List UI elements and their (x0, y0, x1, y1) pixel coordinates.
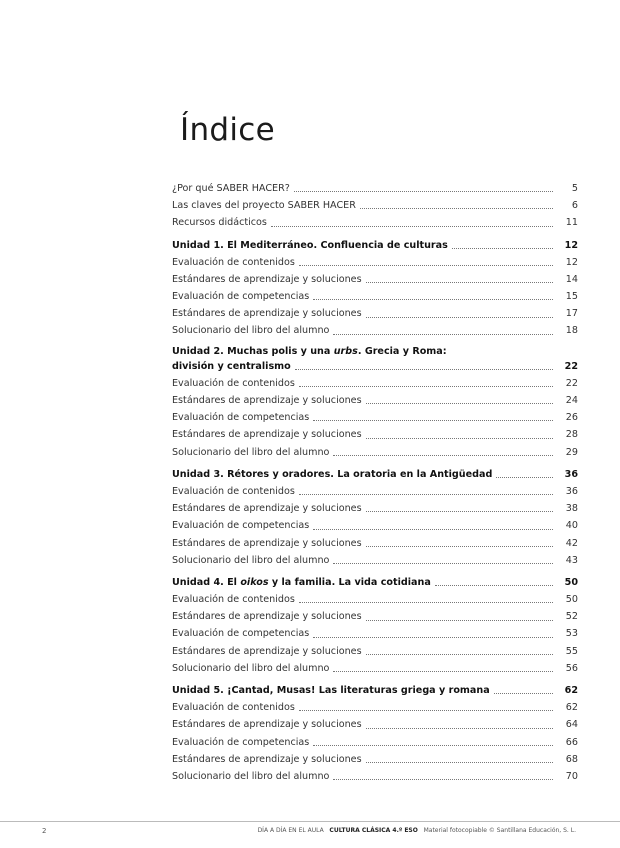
toc-entry[interactable] (172, 392, 578, 409)
toc-entry-page: 28 (565, 429, 578, 441)
toc-entry-label: Solucionario del libro del alumno (172, 325, 330, 337)
toc-entry-label: Estándares de aprendizaje y soluciones (172, 537, 362, 549)
toc-entry-page: 40 (565, 520, 578, 532)
dot-leader (271, 226, 553, 227)
dot-leader (313, 637, 553, 638)
unit-title-part: y la familia. La vida cotidiana (268, 576, 431, 588)
toc-entry-page: 55 (565, 645, 578, 657)
dot-leader (299, 710, 553, 711)
toc-entry[interactable] (172, 483, 578, 500)
unit-title-italic: oikos (240, 576, 269, 588)
footer-notice: Material fotocopiable © Santillana Educación, S. L. (423, 827, 576, 834)
toc-entry-page: 11 (565, 217, 578, 229)
dot-leader (360, 208, 553, 209)
toc-entry-page: 56 (565, 662, 578, 674)
toc-entry-label: Estándares de aprendizaje y soluciones (172, 645, 362, 657)
toc-unit-1[interactable] (172, 237, 578, 254)
dot-leader (366, 762, 553, 763)
toc-entry-label: Estándares de aprendizaje y soluciones (172, 719, 362, 731)
toc-entry-page: 66 (565, 736, 578, 748)
toc-entry-label: ¿Por qué SABER HACER? (172, 182, 290, 194)
dot-leader (299, 602, 553, 603)
dot-leader (366, 438, 553, 439)
toc-entry-label: Estándares de aprendizaje y soluciones (172, 429, 362, 441)
toc-entry-page: 22 (565, 377, 578, 389)
toc-entry-label: Evaluación de competencias (172, 736, 310, 748)
dot-leader (333, 671, 553, 672)
dot-leader (366, 403, 553, 404)
toc-entry-label: Estándares de aprendizaje y soluciones (172, 395, 362, 407)
toc-entry[interactable] (172, 288, 578, 305)
dot-leader (452, 248, 553, 249)
toc-entry[interactable] (172, 254, 578, 271)
dot-leader (496, 477, 553, 478)
toc-entry-page: 43 (565, 554, 578, 566)
toc-entry[interactable] (172, 535, 578, 552)
toc-entry[interactable] (172, 716, 578, 733)
toc-entry[interactable] (172, 500, 578, 517)
dot-leader (313, 529, 553, 530)
dot-leader (294, 191, 553, 192)
dot-leader (366, 511, 553, 512)
toc-unit-5[interactable] (172, 682, 578, 699)
toc-entry-intro-1[interactable] (172, 180, 578, 197)
toc-entry-page: 26 (565, 412, 578, 424)
toc-entry-page: 70 (565, 770, 578, 782)
dot-leader (299, 494, 553, 495)
toc-entry[interactable] (172, 444, 578, 461)
toc-entry-label: Evaluación de contenidos (172, 702, 295, 714)
toc-entry-label: Las claves del proyecto SABER HACER (172, 200, 356, 212)
unit-title-line-2 (172, 358, 578, 375)
toc-entry-label: Estándares de aprendizaje y soluciones (172, 503, 362, 515)
dot-leader (333, 779, 553, 780)
toc-entry-label: Evaluación de contenidos (172, 485, 295, 497)
toc-entry[interactable] (172, 626, 578, 643)
toc-entry-label: Evaluación de competencias (172, 412, 310, 424)
dot-leader (333, 563, 553, 564)
dot-leader (313, 745, 553, 746)
toc-entry[interactable] (172, 734, 578, 751)
toc-entry[interactable] (172, 608, 578, 625)
toc-entry-page: 68 (565, 753, 578, 765)
dot-leader (435, 585, 553, 586)
toc-entry-page: 50 (565, 594, 578, 606)
toc-entry-label: Evaluación de contenidos (172, 256, 295, 268)
dot-leader (366, 654, 553, 655)
footer-credits (258, 827, 576, 834)
toc-entry-page: 17 (565, 308, 578, 320)
unit-title-part: Unidad 2. Muchas polis y una (172, 345, 334, 357)
toc-entry-page: 36 (565, 485, 578, 497)
dot-leader (494, 693, 553, 694)
dot-leader (366, 317, 553, 318)
unit-title: Unidad 1. El Mediterráneo. Confluencia de culturas (172, 239, 448, 251)
toc-entry[interactable] (172, 517, 578, 534)
unit-page: 12 (564, 239, 578, 251)
dot-leader (313, 420, 553, 421)
toc-entry-page: 52 (565, 611, 578, 623)
toc-entry[interactable] (172, 660, 578, 677)
toc-entry-page: 14 (565, 273, 578, 285)
page-title: Índice (180, 112, 275, 148)
dot-leader (295, 369, 553, 370)
dot-leader (366, 546, 553, 547)
toc-entry-label: Solucionario del libro del alumno (172, 446, 330, 458)
unit-title: división y centralismo (172, 360, 291, 372)
toc-entry[interactable] (172, 426, 578, 443)
toc-entry[interactable] (172, 643, 578, 660)
toc-entry[interactable] (172, 323, 578, 340)
toc-entry[interactable] (172, 699, 578, 716)
footer-divider (0, 821, 620, 822)
toc-entry-page: 64 (565, 719, 578, 731)
toc-entry[interactable] (172, 375, 578, 392)
table-of-contents (172, 180, 578, 785)
toc-entry-page: 6 (571, 200, 578, 212)
dot-leader (366, 728, 553, 729)
toc-entry[interactable] (172, 552, 578, 569)
toc-unit-3[interactable] (172, 466, 578, 483)
unit-page: 62 (564, 685, 578, 697)
unit-title (172, 574, 431, 591)
unit-title: Unidad 3. Rétores y oradores. La oratoria en la Antigüedad (172, 468, 493, 480)
unit-title-line-1 (172, 345, 578, 358)
toc-entry[interactable] (172, 591, 578, 608)
toc-entry-page: 18 (565, 325, 578, 337)
unit-page: 36 (564, 468, 578, 480)
toc-entry-label: Evaluación de competencias (172, 520, 310, 532)
unit-title-italic: urbs (333, 345, 358, 357)
toc-entry-label: Estándares de aprendizaje y soluciones (172, 753, 362, 765)
footer-book: CULTURA CLÁSICA 4.º ESO (329, 827, 418, 834)
toc-entry-label: Evaluación de competencias (172, 291, 310, 303)
toc-entry-page: 53 (565, 628, 578, 640)
toc-entry[interactable] (172, 768, 578, 785)
toc-entry-page: 42 (565, 537, 578, 549)
toc-entry-page: 12 (565, 256, 578, 268)
toc-entry[interactable] (172, 409, 578, 426)
toc-entry[interactable] (172, 751, 578, 768)
unit-page: 50 (564, 576, 578, 588)
toc-entry-label: Estándares de aprendizaje y soluciones (172, 273, 362, 285)
toc-entry-page: 62 (565, 702, 578, 714)
page-number: 2 (42, 827, 47, 835)
toc-unit-4[interactable] (172, 574, 578, 591)
footer-series: DÍA A DÍA EN EL AULA (257, 827, 324, 834)
toc-entry-label: Solucionario del libro del alumno (172, 662, 330, 674)
dot-leader (366, 282, 553, 283)
toc-entry-label: Estándares de aprendizaje y soluciones (172, 611, 362, 623)
unit-title: Unidad 5. ¡Cantad, Musas! Las literaturas griega y romana (172, 685, 490, 697)
toc-entry-label: Evaluación de competencias (172, 628, 310, 640)
dot-leader (366, 620, 553, 621)
toc-entry-label: Solucionario del libro del alumno (172, 770, 330, 782)
toc-entry-intro-3[interactable] (172, 214, 578, 231)
toc-entry-page: 38 (565, 503, 578, 515)
toc-entry-page: 29 (565, 446, 578, 458)
toc-unit-2[interactable] (172, 345, 578, 375)
unit-page: 22 (564, 360, 578, 372)
toc-entry[interactable] (172, 305, 578, 322)
dot-leader (333, 334, 553, 335)
dot-leader (299, 265, 553, 266)
toc-entry-label: Solucionario del libro del alumno (172, 554, 330, 566)
toc-entry-label: Recursos didácticos (172, 217, 267, 229)
dot-leader (333, 455, 553, 456)
unit-title-part: Unidad 4. El (172, 576, 241, 588)
toc-entry-page: 5 (571, 182, 578, 194)
toc-entry-intro-2[interactable] (172, 197, 578, 214)
toc-entry-page: 24 (565, 395, 578, 407)
dot-leader (299, 386, 553, 387)
unit-title-part: . Grecia y Roma: (357, 345, 447, 357)
toc-entry-page: 15 (565, 291, 578, 303)
toc-entry-label: Evaluación de contenidos (172, 377, 295, 389)
toc-entry[interactable] (172, 271, 578, 288)
toc-entry-label: Evaluación de contenidos (172, 594, 295, 606)
toc-entry-label: Estándares de aprendizaje y soluciones (172, 308, 362, 320)
dot-leader (313, 299, 553, 300)
